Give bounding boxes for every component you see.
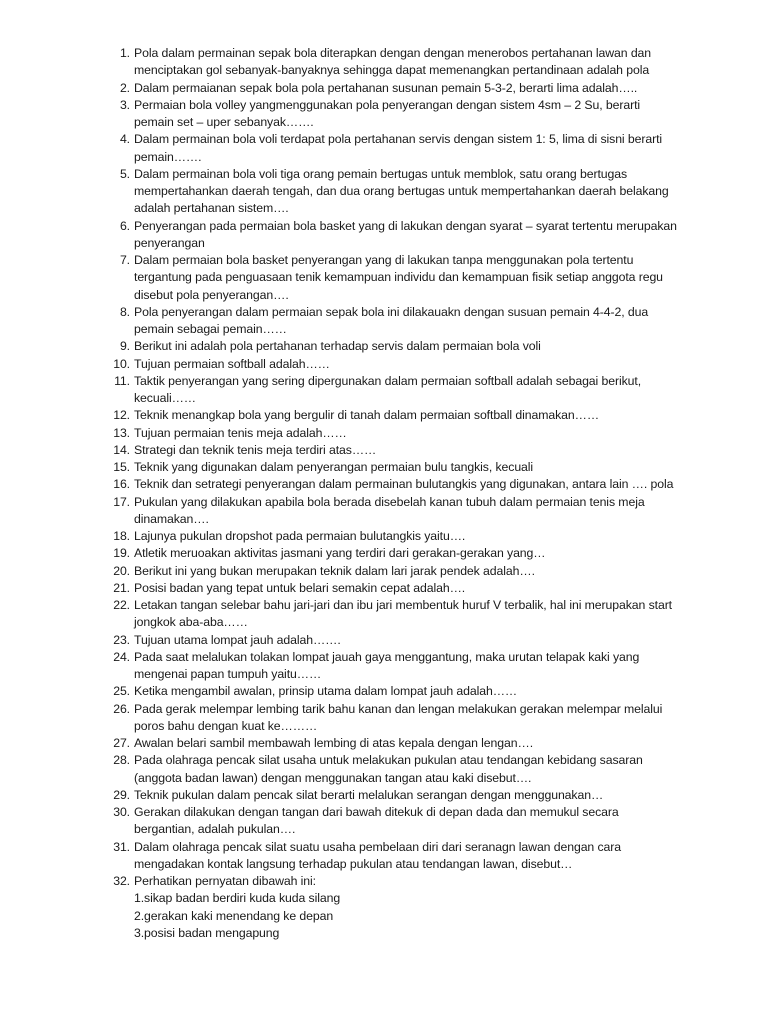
question-number: 16. xyxy=(113,477,130,492)
question-text: Pola dalam permainan sepak bola diterapkan dengan dengan menerobos pertahanan lawan dan menciptakan gol sebanyak-banyaknya sehingga dapat memenangkan pertandinaan adalah pola xyxy=(134,46,652,78)
question-text: Berikut ini yang bukan merupakan teknik dalam lari jarak pendek adalah…. xyxy=(134,563,535,578)
question-text: Gerakan dilakukan dengan tangan dari bawah ditekuk di depan dada dan memukul secara bergantian, adalah pukulan…. xyxy=(134,805,619,837)
question-number: 28. xyxy=(113,753,130,768)
question-item xyxy=(0,442,768,459)
question-text: Dalam permainan bola voli tiga orang pemain bertugas untuk memblok, satu orang bertugas mempertahankan daerah tengah, dan dua orang bertugas untuk mempertahankan daerah belakang adalah pertahanan sistem…. xyxy=(134,166,669,216)
question-item xyxy=(0,80,768,97)
question-subitem: 2.gerakan kaki menendang ke depan xyxy=(134,908,334,923)
question-number: 15. xyxy=(113,460,130,474)
question-subitem: 1.sikap badan berdiri kuda kuda silang xyxy=(134,891,341,906)
question-number: 3. xyxy=(119,97,130,112)
question-item xyxy=(0,873,768,942)
question-item xyxy=(0,597,768,632)
question-item xyxy=(0,528,768,545)
question-text: Dalam permainan bola voli terdapat pola pertahanan servis dengan sistem 1: 5, lima di sisni berarti pemain……. xyxy=(134,132,663,164)
question-item xyxy=(0,683,768,700)
question-item xyxy=(0,425,768,442)
question-item xyxy=(0,407,768,424)
question-number: 13. xyxy=(113,425,130,440)
question-item xyxy=(0,752,768,787)
question-subitem: 3.posisi badan mengapung xyxy=(134,925,280,940)
question-item xyxy=(0,701,768,736)
question-number: 23. xyxy=(113,632,130,647)
question-text: Strategi dan teknik tenis meja terdiri atas…… xyxy=(134,442,377,457)
question-number: 14. xyxy=(113,442,130,457)
question-item xyxy=(0,563,768,580)
question-number: 10. xyxy=(113,356,130,371)
question-number: 21. xyxy=(113,580,130,595)
question-number: 31. xyxy=(113,839,130,854)
question-item xyxy=(0,632,768,649)
question-text: Dalam olahraga pencak silat suatu usaha pembelaan diri dari seranagn lawan dengan cara mengadakan kontak langsung terhadap pukulan atau tendangan lawan, disebut… xyxy=(134,839,622,871)
question-item xyxy=(0,97,768,132)
question-item xyxy=(0,166,768,218)
question-number: 1. xyxy=(119,46,130,60)
question-number: 9. xyxy=(119,339,130,354)
question-text: Ketika mengambil awalan, prinsip utama dalam lompat jauh adalah…… xyxy=(134,684,518,699)
question-text: Taktik penyerangan yang sering dipergunakan dalam permaian softball adalah sebagai berikut, kecuali…… xyxy=(134,373,642,405)
question-text: Berikut ini adalah pola pertahanan terhadap servis dalam permaian bola voli xyxy=(134,339,541,354)
question-text: Tujuan permaian tenis meja adalah…… xyxy=(134,425,347,440)
question-text: Dalam permaianan sepak bola pola pertahanan susunan pemain 5-3-2, berarti lima adalah….. xyxy=(134,80,638,95)
question-number: 29. xyxy=(113,787,130,802)
question-number: 12. xyxy=(113,408,130,423)
question-text: Lajunya pukulan dropshot pada permaian bulutangkis yaitu…. xyxy=(134,529,466,543)
question-item xyxy=(0,545,768,562)
question-item xyxy=(0,218,768,253)
question-text: Atletik meruoakan aktivitas jasmani yang terdiri dari gerakan-gerakan yang… xyxy=(134,546,546,561)
question-item xyxy=(0,735,768,752)
question-text: Pada gerak melempar lembing tarik bahu kanan dan lengan melakukan gerakan melempar melalui poros bahu dengan kuat ke……… xyxy=(134,701,663,733)
question-item xyxy=(0,45,768,80)
question-item xyxy=(0,476,768,493)
question-text: Teknik dan setrategi penyerangan dalam permainan bulutangkis yang digunakan, antara lain …. pola xyxy=(134,477,674,492)
question-number: 24. xyxy=(113,649,130,664)
question-item xyxy=(0,804,768,839)
question-text: Awalan belari sambil membawah lembing di atas kepala dengan lengan…. xyxy=(134,736,534,750)
question-number: 17. xyxy=(113,494,130,509)
question-number: 22. xyxy=(113,598,130,612)
question-number: 26. xyxy=(113,701,130,716)
question-number: 4. xyxy=(119,132,130,147)
question-number: 18. xyxy=(113,529,130,543)
question-number: 5. xyxy=(119,166,130,181)
question-text: Permaian bola volley yangmenggunakan pola penyerangan dengan sistem 4sm – 2 Su, berarti pemain set – uper sebanyak……. xyxy=(134,97,641,129)
question-list xyxy=(0,45,768,942)
question-item xyxy=(0,338,768,355)
question-text: Teknik menangkap bola yang bergulir di tanah dalam permaian softball dinamakan…… xyxy=(134,408,600,423)
question-text: Perhatikan pernyatan dibawah ini: xyxy=(134,874,316,888)
question-text: Letakan tangan selebar bahu jari-jari dan ibu jari membentuk huruf V terbalik, hal ini merupakan start jongkok aba-aba…… xyxy=(134,598,673,630)
question-item xyxy=(0,459,768,476)
question-item xyxy=(0,131,768,166)
question-text: Penyerangan pada permaian bola basket yang di lakukan dengan syarat – syarat tertentu merupakan penyerangan xyxy=(134,218,677,250)
question-item xyxy=(0,304,768,339)
question-number: 19. xyxy=(113,546,130,561)
question-text: Dalam permaian bola basket penyerangan yang di lakukan tanpa menggunakan pola tertentu tergantung pada penguasaan tenik kemampuan individu dan kemampuan fisik setiap anggota regu disebut pola penyerangan…. xyxy=(134,253,663,302)
question-text: Pada olahraga pencak silat usaha untuk melakukan pukulan atau tendangan kebidang sasaran (anggota badan lawan) dengan menggunakan tangan atau kaki disebut…. xyxy=(134,753,643,785)
question-number: 25. xyxy=(113,684,130,699)
question-item xyxy=(0,649,768,684)
question-number: 11. xyxy=(114,373,130,388)
question-item xyxy=(0,839,768,874)
question-number: 7. xyxy=(119,253,130,267)
question-text: Tujuan utama lompat jauh adalah……. xyxy=(134,632,341,647)
question-number: 32. xyxy=(113,874,130,888)
question-number: 30. xyxy=(113,805,130,819)
question-text: Posisi badan yang tepat untuk belari semakin cepat adalah…. xyxy=(134,580,466,595)
question-text: Teknik yang digunakan dalam penyerangan permaian bulu tangkis, kecuali xyxy=(134,460,534,474)
question-number: 20. xyxy=(113,563,130,578)
question-number: 27. xyxy=(113,736,130,750)
question-item xyxy=(0,356,768,373)
question-item xyxy=(0,787,768,804)
question-text: Pukulan yang dilakukan apabila bola berada disebelah kanan tubuh dalam permaian tenis meja dinamakan…. xyxy=(134,494,645,526)
question-number: 2. xyxy=(119,80,130,95)
question-item xyxy=(0,373,768,408)
question-text: Teknik pukulan dalam pencak silat berarti melalukan serangan dengan menggunakan… xyxy=(134,787,604,802)
question-item xyxy=(0,580,768,597)
question-text: Tujuan permaian softball adalah…… xyxy=(134,356,330,371)
question-item xyxy=(0,494,768,529)
question-number: 8. xyxy=(119,304,130,319)
question-number: 6. xyxy=(119,218,130,233)
question-text: Pola penyerangan dalam permaian sepak bola ini dilakauakn dengan susuan pemain 4-4-2, dua pemain sebagai pemain…… xyxy=(134,304,649,336)
question-text: Pada saat melalukan tolakan lompat jauah gaya menggantung, maka urutan telapak kaki yang mengenai papan tumpuh yaitu…… xyxy=(134,649,640,681)
question-item xyxy=(0,252,768,304)
